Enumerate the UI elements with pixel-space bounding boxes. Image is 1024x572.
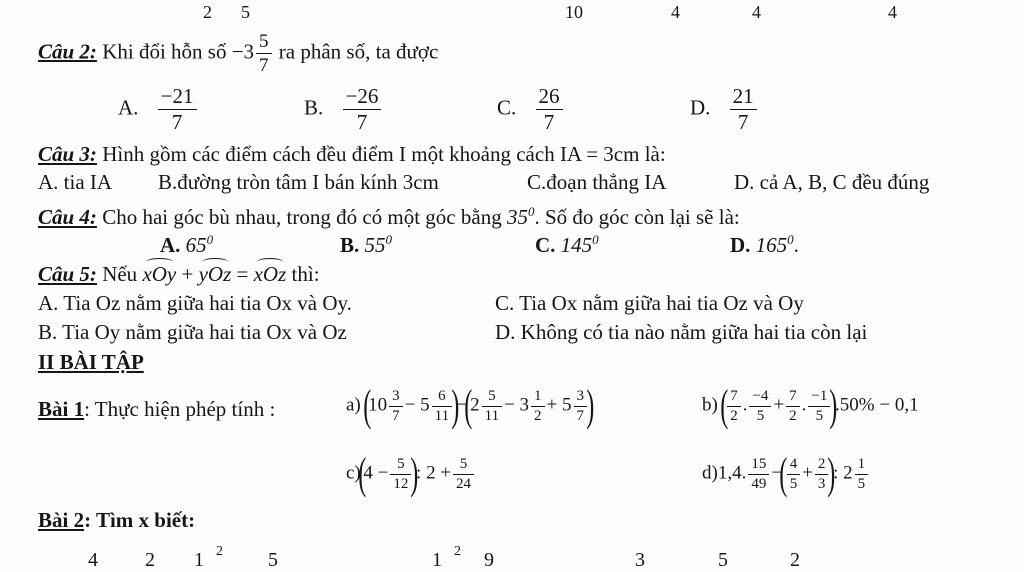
fragment-digit: 5 — [268, 549, 278, 571]
fragment-digit: 4 — [752, 2, 761, 22]
exercise-1-heading — [38, 397, 275, 421]
option-d: D. Không có tia nào nằm giữa hai tia còn lại — [495, 320, 868, 344]
option-c: C.đoạn thẳng IA — [527, 170, 667, 194]
fragment-digit: 2 — [145, 549, 155, 571]
question-text-end: . Số đo góc còn lại sẽ là: — [534, 205, 740, 229]
option-c: C. $\frac{26}{7}$ — [497, 86, 565, 133]
expression-c: c)(4 − $\frac{5}{12}$ ): 2 + $\frac{5}{24}$ — [346, 452, 476, 496]
fragment-digit: 10 — [565, 2, 583, 22]
fragment-digit: 9 — [484, 549, 494, 571]
option-d: D. $\frac{21}{7}$ — [690, 86, 759, 133]
expression-a: a) (10 $\frac{3}{7}$ − 5 $\frac{6}{11}$ )−(2 $\frac{5}{11}$ − 3 $\frac{1}{2}$ + 5 $\frac{3}{7}$ ) — [346, 381, 595, 430]
question-3 — [38, 142, 666, 166]
question-text-end: thì: — [291, 262, 320, 286]
fragment-digit: 1 — [194, 549, 204, 571]
angle-xoz: xOz — [253, 262, 287, 286]
question-label: Câu 3: — [38, 142, 97, 166]
question-label: Câu 2: — [38, 39, 97, 64]
angle-xoy: xOy — [142, 262, 177, 286]
option-c: C. Tia Ox nằm giữa hai tia Oz và Oy — [495, 291, 804, 315]
question-text: Nếu — [102, 262, 138, 286]
question-text-end: ra phân số, ta được — [278, 39, 439, 64]
equals-sign: = — [236, 262, 249, 286]
expression-d: d)1,4. $\frac{15}{49}$ −( $\frac{4}{5}$ + $\frac{2}{3}$ ): 2 $\frac{1}{5}$ — [702, 452, 870, 496]
fragment-digit: 2 — [790, 549, 800, 571]
option-a: A. $\frac{-21}{7}$ — [118, 86, 199, 133]
exercise-text: : Thực hiện phép tính : — [84, 397, 276, 421]
exercise-label: Bài 2 — [38, 508, 85, 532]
plus-sign: + — [181, 262, 194, 286]
exercise-2-heading — [38, 508, 195, 532]
fragment-digit: 4 — [888, 2, 897, 22]
option-b: B. $55^0$ — [340, 232, 393, 257]
option-d: D. cả A, B, C đều đúng — [734, 170, 930, 194]
option-a: A. tia IA — [38, 170, 113, 194]
fragment-digit: 5 — [241, 2, 250, 22]
question-label: Câu 4: — [38, 205, 97, 229]
question-label: Câu 5: — [38, 262, 97, 286]
fragment-digit: 1 — [432, 549, 442, 571]
option-b: B. Tia Oy nằm giữa hai tia Ox và Oz — [38, 320, 347, 344]
exercise-text: : Tìm x biết: — [84, 508, 196, 532]
fragment-digit: 4 — [671, 2, 680, 22]
option-a: A. $65^0$ — [160, 232, 214, 257]
fragment-digit: 3 — [635, 549, 645, 571]
option-a: A. Tia Oz nằm giữa hai tia Ox và Oy. — [38, 291, 352, 315]
angle-yoz: yOz — [198, 262, 232, 286]
fragment-digit: 4 — [88, 549, 98, 571]
given-angle: $35^0$ — [506, 204, 535, 229]
fragment-digit: 5 — [718, 549, 728, 571]
question-4 — [38, 200, 740, 229]
section-title: II BÀI TẬP — [38, 350, 144, 374]
option-c: C. $145^0$ — [535, 232, 599, 257]
question-text: Cho hai góc bù nhau, trong đó có một góc bằng — [102, 205, 502, 229]
fragment-digit: 2 — [216, 544, 223, 559]
expression-b: b) ( $\frac{7}{2}$ . $\frac{-4}{5}$ + $\frac{7}{2}$ . $\frac{-1}{5}$ ).50% − 0,1 — [702, 381, 919, 430]
question-text: Khi đổi hỗn số — [102, 39, 227, 64]
exercise-label: Bài 1 — [38, 397, 85, 421]
fragment-digit: 2 — [454, 544, 461, 559]
fragment-digit: 2 — [203, 2, 212, 22]
question-5 — [38, 262, 320, 286]
question-text: Hình gồm các điểm cách đều điểm I một khoảng cách IA = 3cm là: — [102, 142, 666, 166]
option-b: B.đường tròn tâm I bán kính 3cm — [158, 170, 439, 194]
option-d: D. $165^0$. — [730, 232, 799, 257]
mixed-fraction: $\frac{5}{7}$ — [256, 32, 272, 75]
mixed-number-sign: −3 — [231, 39, 255, 64]
option-b: B. $\frac{-26}{7}$ — [304, 86, 383, 133]
question-2 — [38, 32, 438, 75]
